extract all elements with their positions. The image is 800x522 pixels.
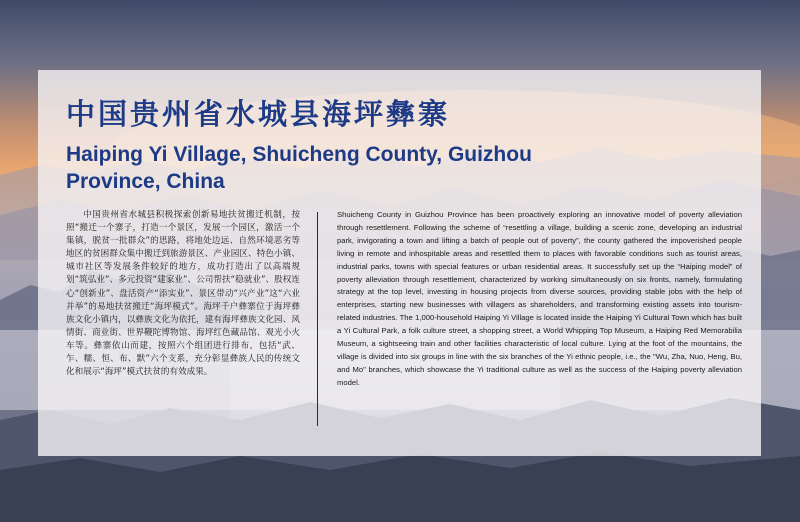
chinese-title: 中国贵州省水城县海坪彝寨	[66, 97, 451, 131]
column-divider	[317, 212, 318, 426]
chinese-description: 中国贵州省水城县积极探索创新易地扶贫搬迁机制，按照“搬迁一个寨子，打造一个景区，发展一个园区，激活一个集镇，脱贫一批群众”的思路，将地处边远、自然环境恶劣等地区的贫困群众集中搬迁到旅游景区、产业园区、特色小镇、城市社区等发展条件较好的地方，成功打造出了以高端规划“筑弘业”、多元投资“建家业”、公司帮扶“稳就业”、股权连心“创新业”、盘活资产“添实业”、景区带动“兴产业”这“六业并举”的易地扶贫搬迁“海坪模式”。海坪千户彝寨位于海坪彝族文化小镇内，以彝族文化为依托，建有海坪彝族文化园、风情街、商业街、世界鞭陀博物馆、海坪红色藏品馆、观光小火车等。彝寨依山而建，按照六个组团进行排布，包括“武、乍、糯、恒、布、默”六个支系，充分彰显彝族人民的传统文化和展示“海坪”模式扶贫的有效成果。	[66, 210, 300, 378]
english-description: Shuicheng County in Guizhou Province has been proactively exploring an innovative model of poverty alleviation through resettlement. Following the scheme of “resettling a village, building a scenic zone, developing an industrial park, invigorating a town and lifting a batch of people out of poverty”, the county gathered the impoverished people living in remote and inhospitable areas and resettled them to places with favorable conditions such as tourist areas, industrial parks, towns with special features or urban residential areas. It successfully set up the “Haiping model” of poverty alleviation through resettlement, characterized by working simultaneously on six fronts, namely, formulating strategy at the top level, investing in housing projects from diverse sources, providing stable jobs with the help of enterprises, starting new businesses with villagers as shareholders, and transforming existing assets into tourism-related industries. The 1,000-household Haiping Yi Village is located inside the Haiping Yi Cultural Town which has built a Yi Cultural Park, a folk culture street, a shopping street, a World Whipping Top Museum, a Haiping Red Memorabilia Museum, a sightseeing train and other facilities characteristic of local culture. Lying at the foot of the mountains, the village is divided into six groups in line with the six branches of the Yi ethnic people, i.e., the "Wu, Zha, Nuo, Heng, Bu, and Mo" branches, which showcase the Yi traditional culture as well as the success of the Haiping poverty alleviation model.	[337, 210, 742, 387]
english-title: Haiping Yi Village, Shuicheng County, Guizhou Province, China	[66, 143, 532, 193]
